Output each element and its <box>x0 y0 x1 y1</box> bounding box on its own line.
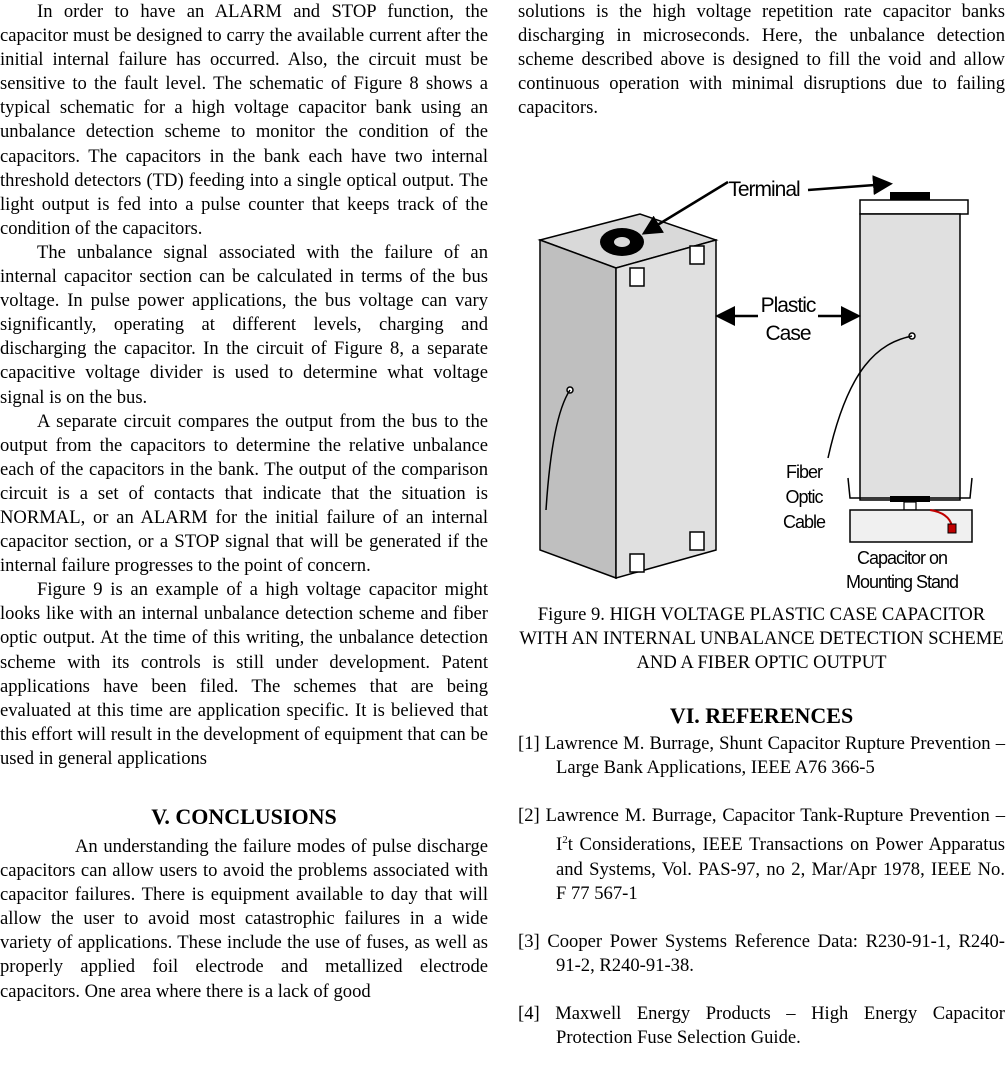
figure-caption: Figure 9. HIGH VOLTAGE PLASTIC CASE CAPACITOR WITH AN INTERNAL UNBALANCE DETECTION SCHEME AND A FIBER OPTIC OUTPUT <box>519 604 1004 673</box>
body-paragraph: The unbalance signal associated with the failure of an internal capacitor section can be calculated in terms of the bus voltage. In pulse power applications, the bus voltage can vary significantly, operating at different levels, charging and discharging the capacitor. In the circuit of Figure 8, a separate capacitive voltage divider is used to determine what voltage signal is on the bus. <box>0 241 488 408</box>
figure-9-drawing <box>518 168 1005 598</box>
label-case: Case <box>765 322 811 345</box>
arrow-terminal-left <box>646 182 728 232</box>
label-terminal: Terminal <box>728 178 800 201</box>
capacitor-3d-left <box>540 214 716 578</box>
body-paragraph: Figure 9 is an example of a high voltage capacitor might looks like with an internal unbalance detection scheme and fiber optic output. At the time of this writing, the unbalance detection scheme with its controls is still under development. Patent applications have been filed. The schemes that are being evaluated at this time are application specific. It is believed that this effort will result in the development of equipment that can be used in general applications <box>0 579 488 769</box>
section-heading-conclusions: V. CONCLUSIONS <box>151 804 337 829</box>
arrow-terminal-right <box>808 184 888 190</box>
label-capacitor-on: Capacitor on <box>856 548 948 568</box>
body-paragraph: In order to have an ALARM and STOP function, the capacitor must be designed to carry the available current after the initial internal failure has occurred. Also, the circuit must be sensitive to the fault level. The schematic of Figure 8 shows a typical schematic for a high voltage capacitor bank using an unbalance detection scheme to monitor the condition of the capacitors. The capacitors in the bank each have two internal threshold detectors (TD) feeding into a single optical output. The light output is fed into a pulse counter that keeps track of the condition of the capacitors. <box>0 1 488 239</box>
left-column <box>0 0 488 1004</box>
reference-item: [3] Cooper Power Systems Reference Data: R230-91-1, R240-91-2, R240-91-38. <box>518 930 1005 976</box>
body-paragraph: A separate circuit compares the output from the bus to the output from the capacitors to determine the relative unbalance each of the capacitors in the bank. The output of the comparison circuit is a set of contacts that indicate that the situation is NORMAL, or an ALARM for the initial failure of an internal capacitor section, or a STOP signal that will be generated if the internal failure progresses to the point of concern. <box>0 410 488 577</box>
reference-item: [1] Lawrence M. Burrage, Shunt Capacitor Rupture Prevention – Large Bank Applications, IEEE A76 366-5 <box>518 733 1005 779</box>
capacitor-side-right <box>828 192 972 542</box>
label-optic: Optic <box>785 487 823 507</box>
body-paragraph: solutions is the high voltage repetition rate capacitor banks discharging in microseconds. Here, the unbalance detection scheme described above is designed to fill the void and allow continuous operation with minimal disruptions due to failing capacitors. <box>518 1 1005 119</box>
right-column <box>518 0 1005 1049</box>
label-plastic: Plastic <box>760 294 816 317</box>
label-cable: Cable <box>782 512 826 532</box>
reference-item: [2] Lawrence M. Burrage, Capacitor Tank-Rupture Prevention – $I^2t$ Considerations, IEEE Transactions on Power Apparatus and Systems, Vol. PAS-97, no 2, Mar/Apr 1978, IEEE No. F 77 567-1 <box>518 805 1005 904</box>
reference-item: [4] Maxwell Energy Products – High Energy Capacitor Protection Fuse Selection Guide. <box>518 1002 1005 1049</box>
body-paragraph: An understanding the failure modes of pulse discharge capacitors can allow users to avoid the problems associated with capacitor failures. There is equipment available to day that will allow the user to avoid most catastrophic failures in a wide variety of applications. These include the use of fuses, as well as properly applied foil electrode and metallized electrode capacitors. One area where there is a lack of good <box>0 836 488 1002</box>
section-heading-references: VI. REFERENCES <box>669 703 854 728</box>
label-fiber: Fiber <box>785 462 823 482</box>
label-mounting-stand: Mounting Stand <box>845 572 959 592</box>
